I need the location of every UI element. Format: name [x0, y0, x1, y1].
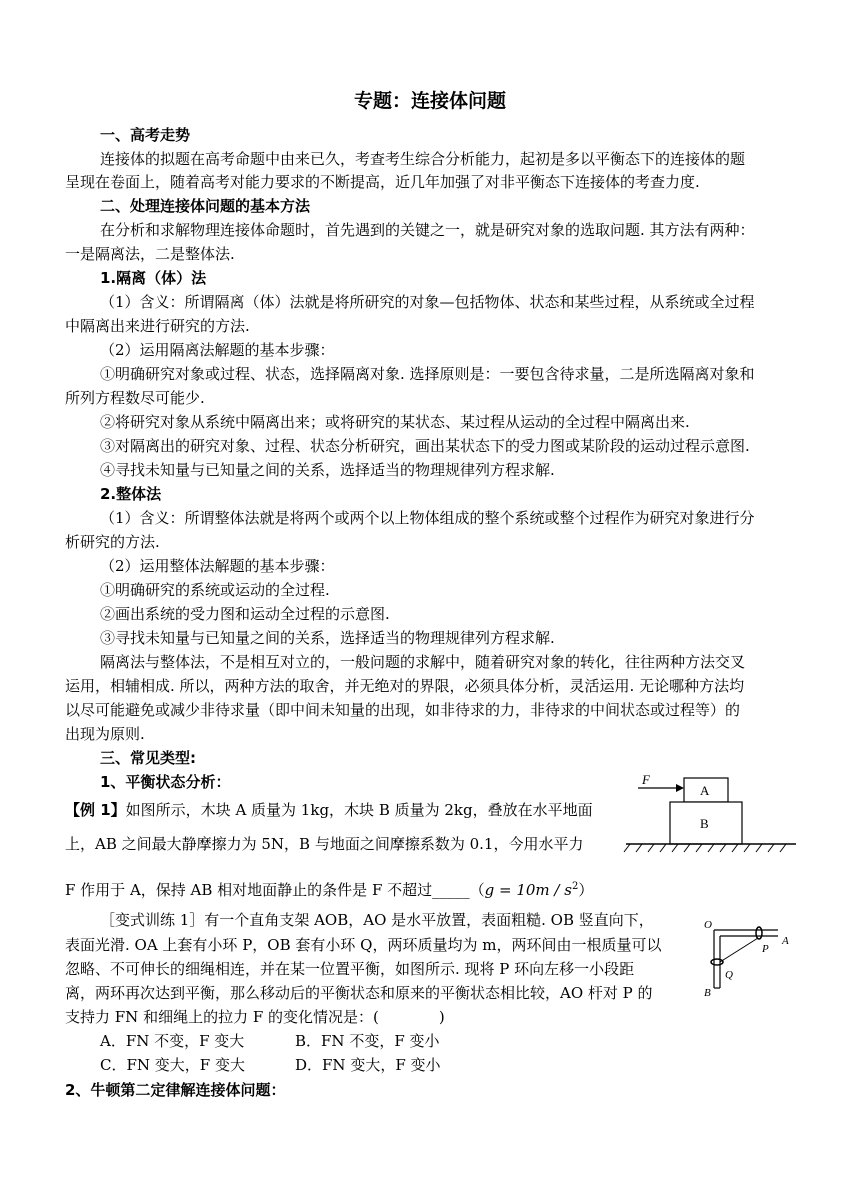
paragraph-line: 支持力 FN 和细绳上的拉力 F 的变化情况是：( )	[65, 1008, 445, 1026]
paragraph-line: 呈现在卷面上，随着高考对能力要求的不断提高，近几年加强了对非平衡态下连接体的考查力度.	[65, 173, 700, 191]
paragraph-line: （1）含义：所谓整体法就是将两个或两个以上物体组成的整个系统或整个过程作为研究对象进行分	[100, 509, 755, 527]
ring-p	[756, 927, 762, 939]
paragraph-line: 一是隔离法，二是整体法.	[65, 245, 235, 263]
label-p: P	[762, 943, 769, 955]
paragraph-line: （2）运用整体法解题的基本步骤：	[100, 557, 335, 575]
paragraph-line: ③寻找未知量与已知量之间的关系，选择适当的物理规律列方程求解.	[100, 629, 555, 647]
paragraph-line: 忽略、不可伸长的细绳相连，并在某一位置平衡，如图所示. 现将 P 环向左移一小段距	[65, 960, 635, 978]
paragraph-line: ①明确研究对象或过程、状态，选择隔离对象. 选择原则是：一要包含待求量，二是所选隔离对象和	[100, 365, 755, 383]
subsection-2-heading: 2、牛顿第二定律解连接体问题：	[65, 1081, 286, 1099]
label-a: A	[782, 935, 789, 947]
section-3-heading: 三、常见类型:	[100, 749, 196, 767]
gravity-formula: g = 10m / s	[484, 881, 572, 899]
example-1-line	[65, 800, 593, 820]
paragraph-line: 运用，相辅相成. 所以，两种方法的取舍，并无绝对的界限，必须具体分析，灵活运用. 无论哪种方法均	[65, 677, 745, 695]
force-arrow-head	[676, 784, 684, 792]
paragraph-line: 中隔离出来进行研究的方法.	[65, 317, 250, 335]
example-1-text: 如图所示，木块 A 质量为 1kg，木块 B 质量为 2kg，叠放在水平地面	[125, 801, 593, 819]
label-q: Q	[725, 969, 733, 981]
method-2-heading: 2.整体法	[100, 485, 162, 503]
paragraph-line: 出现为原则.	[65, 725, 145, 743]
paragraph-line: 连接体的拟题在高考命题中由来已久，考查考生综合分析能力，起初是多以平衡态下的连接体的题	[100, 150, 746, 168]
paragraph-line: ①明确研究的系统或运动的全过程.	[100, 581, 330, 599]
string	[720, 938, 758, 962]
method-1-heading: 1.隔离（体）法	[100, 269, 207, 287]
option-d: D．FN 变大，F 变小	[295, 1056, 441, 1074]
section-2-heading: 二、处理连接体问题的基本方法	[100, 197, 311, 215]
paragraph-line: 析研究的方法.	[65, 533, 160, 551]
paragraph-line: （1）含义：所谓隔离（体）法就是将所研究的对象—包括物体、状态和某些过程，从系统或全过程	[100, 293, 755, 311]
paragraph-line: 在分析和求解物理连接体命题时，首先遇到的关键之一，就是研究对象的选取问题. 其方法有两种：	[100, 221, 755, 239]
label-b: B	[704, 987, 711, 999]
force-label: F	[642, 772, 650, 787]
example-1-tag: 【例 1】	[65, 801, 126, 819]
bracket-diagram	[700, 900, 800, 1000]
subsection-1-heading: 1、平衡状态分析：	[100, 773, 231, 791]
option-c: C．FN 变大，F 变大	[100, 1056, 245, 1074]
formula-superscript: 2	[571, 881, 579, 892]
page-title: 专题：连接体问题	[353, 90, 506, 112]
blocks-diagram	[620, 770, 800, 865]
option-a: A．FN 不变，F 变大	[100, 1032, 245, 1050]
label-o: O	[704, 919, 712, 931]
paragraph-line: 所列方程数尽可能少.	[65, 389, 205, 407]
paragraph-line: ④寻找未知量与已知量之间的关系，选择适当的物理规律列方程求解.	[100, 461, 555, 479]
paragraph-line: 表面光滑. OA 上套有小环 P，OB 套有小环 Q，两环质量均为 m，两环间由一根质量可以	[65, 936, 662, 954]
example-1-question: F 作用于 A，保持 AB 相对地面静止的条件是 F 不超过_____（g = $10m / s^2$）	[65, 881, 594, 899]
ground-hatching	[624, 844, 786, 852]
paragraph-line: 离，两环再次达到平衡，那么移动后的平衡状态和原来的平衡状态相比较，AO 杆对 P 的	[65, 984, 653, 1002]
paragraph-line: 隔离法与整体法，不是相互对立的，一般问题的求解中，随着研究对象的转化，往往两种方法交叉	[100, 653, 746, 671]
paragraph-line: ［变式训练 1］有一个直角支架 AOB，AO 是水平放置，表面粗糙. OB 竖直向下，	[100, 911, 654, 929]
paragraph-line: ②画出系统的受力图和运动全过程的示意图.	[100, 605, 390, 623]
section-1-heading: 一、高考走势	[100, 126, 191, 144]
paragraph-line: 以尽可能避免或减少非待求量（即中间未知量的出现，如非待求的力，非待求的中间状态或过程等）的	[65, 701, 741, 719]
paragraph-line: 上，AB 之间最大静摩擦力为 5N，B 与地面之间摩擦系数为 0.1，今用水平力	[65, 835, 584, 853]
block-b-label: B	[700, 816, 709, 831]
option-b: B．FN 不变，F 变小	[295, 1032, 440, 1050]
paragraph-line: ③对隔离出的研究对象、过程、状态分析研究，画出某状态下的受力图或某阶段的运动过程示意图.	[100, 437, 750, 455]
paragraph-line: ②将研究对象从系统中隔离出来；或将研究的某状态、某过程从运动的全过程中隔离出来.	[100, 413, 690, 431]
ring-q	[711, 959, 723, 965]
paragraph-line: （2）运用隔离法解题的基本步骤：	[100, 341, 335, 359]
block-a-label: A	[700, 783, 710, 798]
